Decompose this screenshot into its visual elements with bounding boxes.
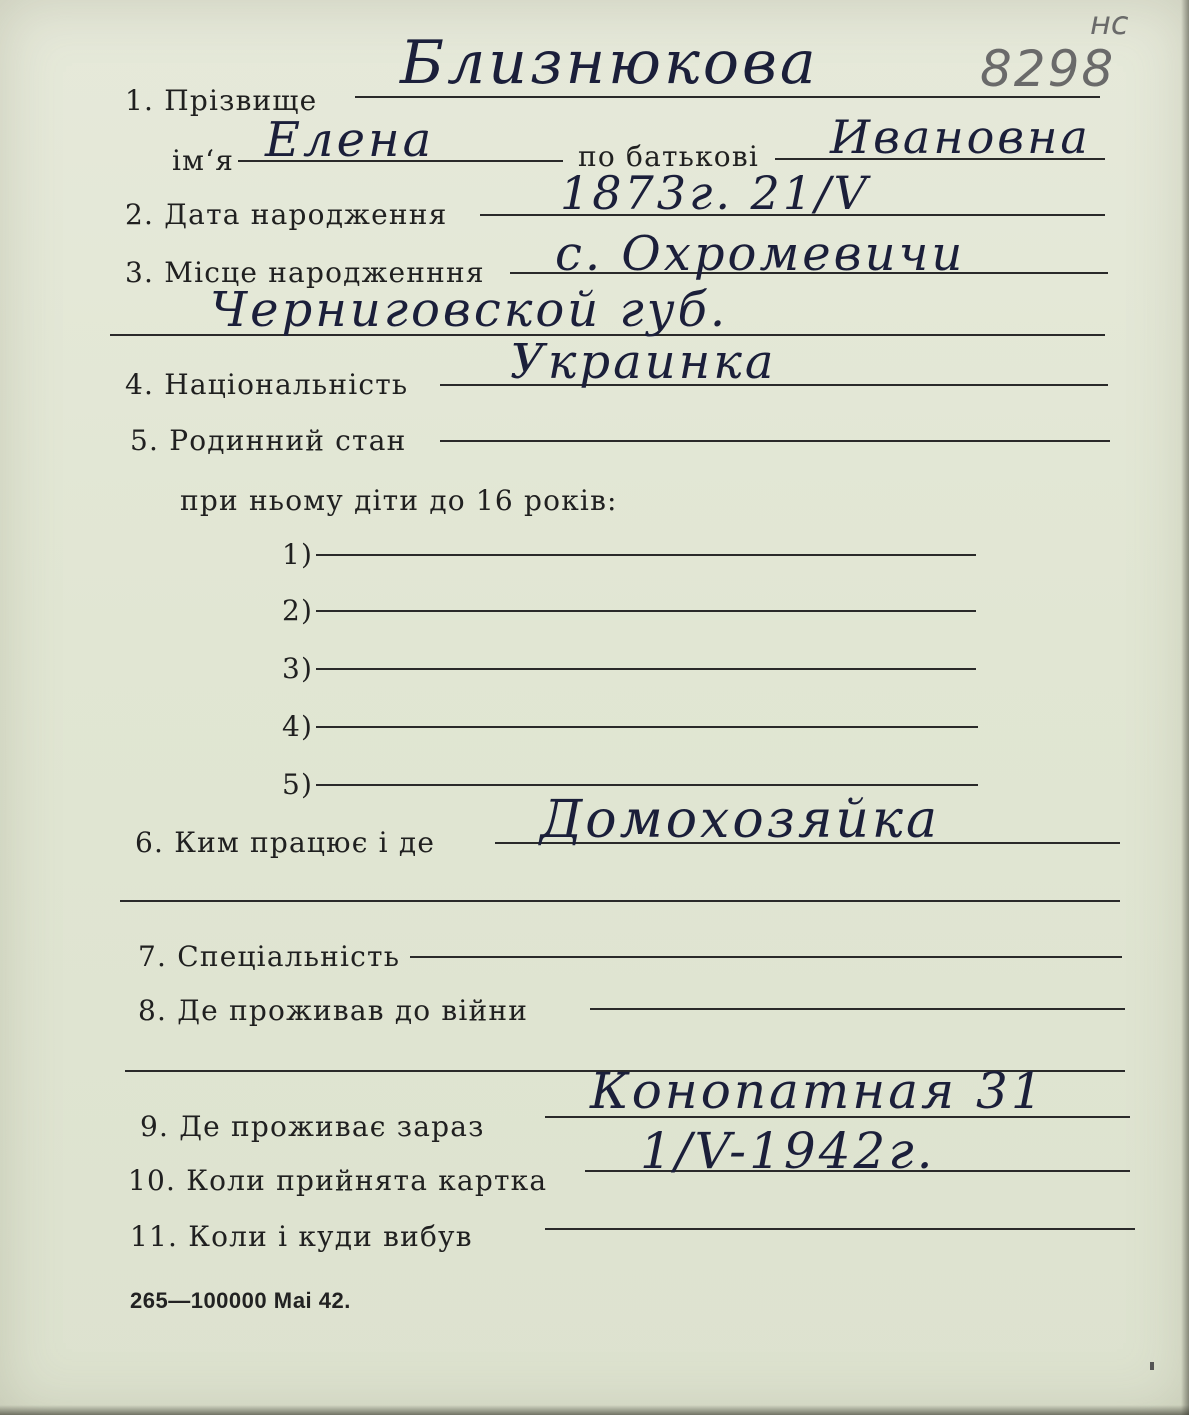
birthdate-label: 2. Дата народження	[125, 198, 448, 231]
child-item-4: 4)	[282, 710, 314, 743]
child-line-1	[316, 554, 976, 556]
current-label: 9. Де проживає зараз	[140, 1110, 485, 1143]
card-date-value: 1/V-1942г.	[640, 1122, 936, 1180]
child-item-3: 3)	[282, 652, 314, 685]
child-line-2	[316, 610, 976, 612]
current-address-value: Конопатная 31	[590, 1062, 1046, 1120]
nationality-label: 4. Національність	[125, 368, 409, 401]
child-line-4	[316, 726, 978, 728]
work-value: Домохозяйка	[540, 790, 940, 850]
birthplace-label: 3. Місце народженння	[125, 256, 485, 289]
name-value: Елена	[265, 112, 435, 168]
print-code: 265—100000 Маі 42.	[130, 1288, 351, 1313]
departure-label: 11. Коли і куди вибув	[130, 1220, 473, 1253]
name-label: ім‘я	[172, 144, 235, 177]
prewar-line-1	[590, 1008, 1125, 1010]
patronymic-label: по батькові	[578, 140, 759, 173]
birthplace-value-1: с. Охромевичи	[555, 226, 966, 282]
child-line-5	[316, 784, 978, 786]
birthplace-value-2: Черниговской губ.	[210, 282, 729, 338]
card-edge-right	[1181, 0, 1189, 1415]
child-item-5: 5)	[282, 768, 314, 801]
pencil-number: 8298	[980, 40, 1116, 98]
child-item-2: 2)	[282, 594, 314, 627]
work-line-2	[120, 900, 1120, 902]
child-item-1: 1)	[282, 538, 314, 571]
departure-line	[545, 1228, 1135, 1230]
children-label: при ньому діти до 16 років:	[180, 484, 618, 517]
birthdate-value: 1873г. 21/V	[560, 166, 870, 220]
work-label: 6. Ким працює і де	[135, 826, 436, 859]
card-date-label: 10. Коли прийнята картка	[128, 1164, 548, 1197]
child-line-3	[316, 668, 976, 670]
surname-value: Близнюкова	[400, 28, 819, 98]
surname-label: 1. Прізвище	[125, 84, 318, 117]
specialty-label: 7. Спеціальність	[138, 940, 401, 973]
specialty-line	[410, 956, 1122, 958]
patronymic-value: Ивановна	[830, 110, 1091, 164]
marital-line	[440, 440, 1110, 442]
pencil-mark: нс	[1090, 4, 1129, 42]
prewar-label: 8. Де проживав до війни	[138, 994, 529, 1027]
marital-label: 5. Родинний стан	[130, 424, 407, 457]
card-edge-bottom	[0, 1405, 1189, 1415]
nationality-value: Украинка	[510, 334, 777, 390]
hole-mark	[1150, 1362, 1154, 1370]
